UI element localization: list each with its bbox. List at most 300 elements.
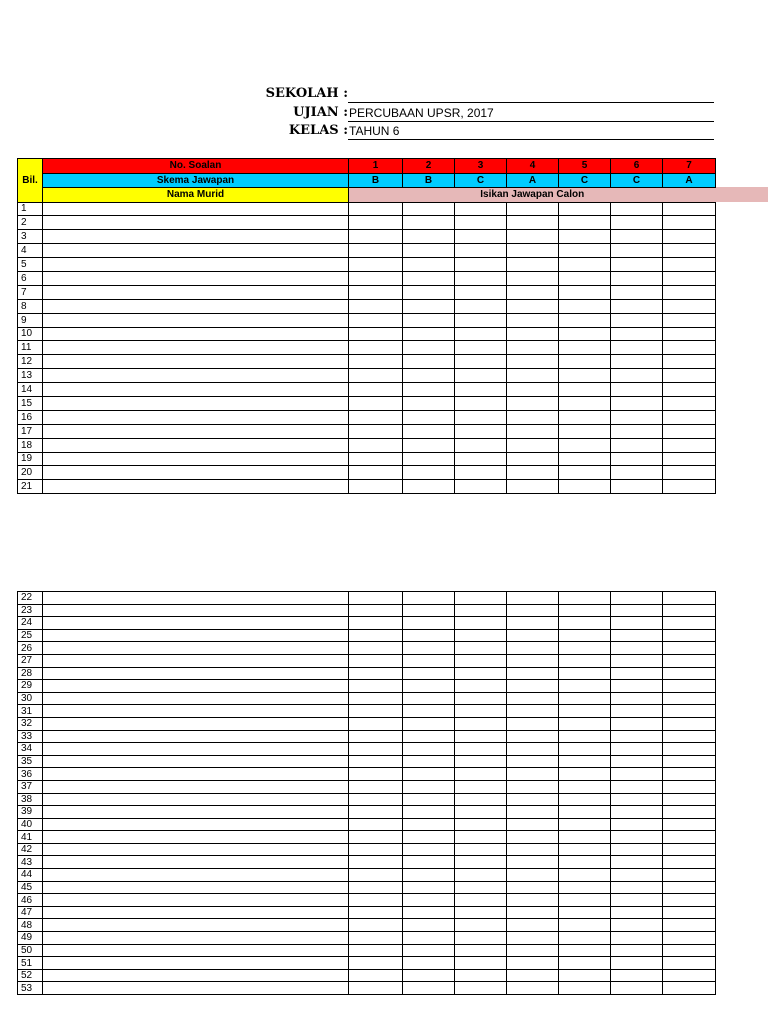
student-name-cell[interactable] (43, 313, 349, 327)
student-name-cell[interactable] (43, 793, 349, 806)
answer-cell[interactable] (611, 642, 663, 655)
answer-cell[interactable] (663, 642, 716, 655)
answer-cell[interactable] (455, 480, 507, 494)
answer-cell[interactable] (403, 396, 455, 410)
answer-cell[interactable] (663, 216, 716, 230)
answer-cell[interactable] (455, 592, 507, 605)
answer-cell[interactable] (507, 271, 559, 285)
answer-cell[interactable] (559, 271, 611, 285)
answer-cell[interactable] (663, 692, 716, 705)
answer-cell[interactable] (559, 642, 611, 655)
answer-cell[interactable] (507, 258, 559, 272)
student-name-cell[interactable] (43, 396, 349, 410)
student-name-cell[interactable] (43, 480, 349, 494)
answer-cell[interactable] (455, 244, 507, 258)
answer-cell[interactable] (559, 654, 611, 667)
answer-cell[interactable] (559, 369, 611, 383)
answer-cell[interactable] (507, 705, 559, 718)
answer-cell[interactable] (403, 258, 455, 272)
answer-cell[interactable] (349, 299, 403, 313)
answer-cell[interactable] (403, 592, 455, 605)
answer-cell[interactable] (611, 869, 663, 882)
answer-cell[interactable] (611, 692, 663, 705)
answer-cell[interactable] (455, 755, 507, 768)
answer-cell[interactable] (455, 818, 507, 831)
answer-cell[interactable] (663, 768, 716, 781)
answer-cell[interactable] (663, 755, 716, 768)
answer-cell[interactable] (559, 705, 611, 718)
answer-cell[interactable] (349, 919, 403, 932)
student-name-cell[interactable] (43, 271, 349, 285)
answer-cell[interactable] (507, 396, 559, 410)
answer-cell[interactable] (403, 982, 455, 995)
answer-cell[interactable] (611, 592, 663, 605)
answer-cell[interactable] (611, 383, 663, 397)
answer-cell[interactable] (507, 755, 559, 768)
answer-cell[interactable] (349, 831, 403, 844)
answer-cell[interactable] (663, 843, 716, 856)
answer-cell[interactable] (663, 383, 716, 397)
answer-cell[interactable] (507, 642, 559, 655)
answer-cell[interactable] (349, 230, 403, 244)
answer-cell[interactable] (559, 969, 611, 982)
answer-cell[interactable] (559, 957, 611, 970)
student-name-cell[interactable] (43, 230, 349, 244)
answer-cell[interactable] (455, 780, 507, 793)
answer-cell[interactable] (663, 717, 716, 730)
answer-cell[interactable] (663, 424, 716, 438)
answer-cell[interactable] (611, 410, 663, 424)
answer-cell[interactable] (663, 629, 716, 642)
answer-cell[interactable] (559, 894, 611, 907)
answer-cell[interactable] (559, 452, 611, 466)
answer-cell[interactable] (611, 856, 663, 869)
answer-cell[interactable] (349, 383, 403, 397)
answer-cell[interactable] (455, 452, 507, 466)
answer-cell[interactable] (507, 692, 559, 705)
answer-cell[interactable] (403, 705, 455, 718)
answer-cell[interactable] (349, 604, 403, 617)
answer-cell[interactable] (455, 692, 507, 705)
answer-cell[interactable] (403, 604, 455, 617)
answer-cell[interactable] (663, 969, 716, 982)
answer-cell[interactable] (455, 730, 507, 743)
answer-cell[interactable] (507, 202, 559, 216)
answer-cell[interactable] (559, 592, 611, 605)
answer-cell[interactable] (403, 410, 455, 424)
answer-cell[interactable] (663, 285, 716, 299)
answer-cell[interactable] (349, 202, 403, 216)
answer-cell[interactable] (349, 894, 403, 907)
answer-cell[interactable] (611, 202, 663, 216)
answer-cell[interactable] (663, 369, 716, 383)
answer-cell[interactable] (611, 327, 663, 341)
answer-cell[interactable] (403, 969, 455, 982)
answer-cell[interactable] (403, 881, 455, 894)
answer-cell[interactable] (455, 768, 507, 781)
answer-cell[interactable] (507, 944, 559, 957)
answer-cell[interactable] (611, 705, 663, 718)
answer-cell[interactable] (559, 438, 611, 452)
answer-cell[interactable] (611, 982, 663, 995)
student-name-cell[interactable] (43, 369, 349, 383)
answer-cell[interactable] (349, 944, 403, 957)
student-name-cell[interactable] (43, 327, 349, 341)
answer-cell[interactable] (349, 982, 403, 995)
answer-cell[interactable] (349, 271, 403, 285)
answer-cell[interactable] (663, 299, 716, 313)
answer-cell[interactable] (455, 906, 507, 919)
answer-cell[interactable] (611, 299, 663, 313)
answer-cell[interactable] (455, 327, 507, 341)
answer-cell[interactable] (611, 285, 663, 299)
answer-cell[interactable] (663, 906, 716, 919)
answer-cell[interactable] (349, 717, 403, 730)
answer-cell[interactable] (663, 743, 716, 756)
answer-cell[interactable] (611, 932, 663, 945)
answer-cell[interactable] (663, 869, 716, 882)
answer-cell[interactable] (455, 982, 507, 995)
answer-cell[interactable] (611, 271, 663, 285)
answer-cell[interactable] (611, 654, 663, 667)
answer-cell[interactable] (403, 818, 455, 831)
answer-cell[interactable] (455, 369, 507, 383)
answer-cell[interactable] (559, 327, 611, 341)
answer-cell[interactable] (611, 617, 663, 630)
answer-cell[interactable] (611, 906, 663, 919)
answer-cell[interactable] (663, 680, 716, 693)
answer-cell[interactable] (559, 216, 611, 230)
answer-cell[interactable] (455, 856, 507, 869)
student-name-cell[interactable] (43, 743, 349, 756)
answer-cell[interactable] (403, 906, 455, 919)
answer-cell[interactable] (663, 327, 716, 341)
answer-cell[interactable] (455, 969, 507, 982)
answer-cell[interactable] (611, 730, 663, 743)
student-name-cell[interactable] (43, 604, 349, 617)
answer-cell[interactable] (611, 768, 663, 781)
kelas-field[interactable]: TAHUN 6 (348, 123, 714, 140)
answer-cell[interactable] (403, 667, 455, 680)
answer-cell[interactable] (403, 285, 455, 299)
answer-cell[interactable] (559, 768, 611, 781)
answer-cell[interactable] (349, 906, 403, 919)
answer-cell[interactable] (455, 617, 507, 630)
answer-cell[interactable] (455, 355, 507, 369)
answer-cell[interactable] (455, 341, 507, 355)
answer-cell[interactable] (559, 230, 611, 244)
answer-cell[interactable] (611, 341, 663, 355)
answer-cell[interactable] (403, 654, 455, 667)
answer-cell[interactable] (663, 831, 716, 844)
answer-cell[interactable] (455, 680, 507, 693)
answer-cell[interactable] (349, 730, 403, 743)
answer-cell[interactable] (559, 424, 611, 438)
answer-cell[interactable] (507, 957, 559, 970)
answer-cell[interactable] (611, 881, 663, 894)
answer-cell[interactable] (611, 919, 663, 932)
answer-cell[interactable] (507, 604, 559, 617)
student-name-cell[interactable] (43, 617, 349, 630)
answer-cell[interactable] (403, 831, 455, 844)
student-name-cell[interactable] (43, 642, 349, 655)
student-name-cell[interactable] (43, 438, 349, 452)
answer-cell[interactable] (507, 843, 559, 856)
student-name-cell[interactable] (43, 424, 349, 438)
answer-cell[interactable] (611, 793, 663, 806)
answer-cell[interactable] (349, 480, 403, 494)
answer-cell[interactable] (559, 383, 611, 397)
answer-cell[interactable] (349, 216, 403, 230)
answer-cell[interactable] (349, 881, 403, 894)
student-name-cell[interactable] (43, 982, 349, 995)
student-name-cell[interactable] (43, 717, 349, 730)
answer-cell[interactable] (349, 617, 403, 630)
answer-cell[interactable] (559, 396, 611, 410)
answer-cell[interactable] (663, 818, 716, 831)
student-name-cell[interactable] (43, 730, 349, 743)
answer-cell[interactable] (349, 806, 403, 819)
answer-cell[interactable] (611, 258, 663, 272)
answer-cell[interactable] (611, 780, 663, 793)
answer-cell[interactable] (611, 755, 663, 768)
answer-cell[interactable] (611, 743, 663, 756)
answer-cell[interactable] (507, 452, 559, 466)
answer-cell[interactable] (507, 654, 559, 667)
answer-cell[interactable] (349, 642, 403, 655)
answer-cell[interactable] (663, 856, 716, 869)
answer-cell[interactable] (455, 410, 507, 424)
answer-cell[interactable] (507, 327, 559, 341)
answer-cell[interactable] (403, 617, 455, 630)
answer-cell[interactable] (663, 258, 716, 272)
answer-cell[interactable] (559, 466, 611, 480)
answer-cell[interactable] (455, 705, 507, 718)
answer-cell[interactable] (611, 313, 663, 327)
answer-cell[interactable] (455, 604, 507, 617)
answer-cell[interactable] (349, 768, 403, 781)
answer-cell[interactable] (611, 396, 663, 410)
answer-cell[interactable] (349, 793, 403, 806)
answer-cell[interactable] (403, 780, 455, 793)
student-name-cell[interactable] (43, 831, 349, 844)
answer-cell[interactable] (507, 244, 559, 258)
answer-cell[interactable] (559, 480, 611, 494)
answer-cell[interactable] (403, 843, 455, 856)
answer-cell[interactable] (349, 856, 403, 869)
answer-cell[interactable] (403, 466, 455, 480)
answer-cell[interactable] (663, 982, 716, 995)
answer-cell[interactable] (663, 466, 716, 480)
answer-cell[interactable] (507, 667, 559, 680)
student-name-cell[interactable] (43, 969, 349, 982)
answer-cell[interactable] (507, 780, 559, 793)
answer-cell[interactable] (559, 730, 611, 743)
answer-cell[interactable] (455, 667, 507, 680)
answer-cell[interactable] (663, 341, 716, 355)
answer-cell[interactable] (455, 793, 507, 806)
answer-cell[interactable] (507, 424, 559, 438)
answer-cell[interactable] (559, 258, 611, 272)
answer-cell[interactable] (403, 642, 455, 655)
answer-cell[interactable] (403, 856, 455, 869)
answer-cell[interactable] (507, 313, 559, 327)
student-name-cell[interactable] (43, 780, 349, 793)
answer-cell[interactable] (403, 438, 455, 452)
answer-cell[interactable] (349, 424, 403, 438)
answer-cell[interactable] (663, 730, 716, 743)
student-name-cell[interactable] (43, 452, 349, 466)
answer-cell[interactable] (611, 355, 663, 369)
answer-cell[interactable] (349, 592, 403, 605)
answer-cell[interactable] (507, 410, 559, 424)
answer-cell[interactable] (349, 396, 403, 410)
student-name-cell[interactable] (43, 629, 349, 642)
student-name-cell[interactable] (43, 705, 349, 718)
answer-cell[interactable] (349, 327, 403, 341)
student-name-cell[interactable] (43, 692, 349, 705)
answer-cell[interactable] (403, 743, 455, 756)
answer-cell[interactable] (403, 957, 455, 970)
answer-cell[interactable] (455, 285, 507, 299)
answer-cell[interactable] (559, 355, 611, 369)
answer-cell[interactable] (507, 894, 559, 907)
answer-cell[interactable] (455, 806, 507, 819)
answer-cell[interactable] (559, 982, 611, 995)
answer-cell[interactable] (455, 869, 507, 882)
answer-cell[interactable] (507, 230, 559, 244)
answer-cell[interactable] (559, 202, 611, 216)
answer-cell[interactable] (403, 216, 455, 230)
student-name-cell[interactable] (43, 592, 349, 605)
answer-cell[interactable] (349, 957, 403, 970)
answer-cell[interactable] (507, 341, 559, 355)
ujian-field[interactable]: PERCUBAAN UPSR, 2017 (348, 105, 714, 122)
answer-cell[interactable] (663, 793, 716, 806)
answer-cell[interactable] (559, 932, 611, 945)
answer-cell[interactable] (455, 957, 507, 970)
answer-cell[interactable] (349, 629, 403, 642)
student-name-cell[interactable] (43, 944, 349, 957)
answer-cell[interactable] (403, 894, 455, 907)
answer-cell[interactable] (403, 919, 455, 932)
answer-cell[interactable] (507, 680, 559, 693)
answer-cell[interactable] (455, 313, 507, 327)
answer-cell[interactable] (559, 717, 611, 730)
answer-cell[interactable] (507, 730, 559, 743)
answer-cell[interactable] (559, 906, 611, 919)
answer-cell[interactable] (663, 932, 716, 945)
answer-cell[interactable] (403, 244, 455, 258)
answer-cell[interactable] (455, 642, 507, 655)
answer-cell[interactable] (455, 654, 507, 667)
answer-cell[interactable] (507, 629, 559, 642)
student-name-cell[interactable] (43, 755, 349, 768)
answer-cell[interactable] (507, 369, 559, 383)
answer-cell[interactable] (403, 730, 455, 743)
answer-cell[interactable] (349, 244, 403, 258)
student-name-cell[interactable] (43, 341, 349, 355)
student-name-cell[interactable] (43, 667, 349, 680)
answer-cell[interactable] (559, 244, 611, 258)
student-name-cell[interactable] (43, 768, 349, 781)
answer-cell[interactable] (349, 466, 403, 480)
answer-cell[interactable] (663, 705, 716, 718)
answer-cell[interactable] (349, 969, 403, 982)
answer-cell[interactable] (507, 438, 559, 452)
answer-cell[interactable] (403, 202, 455, 216)
answer-cell[interactable] (349, 313, 403, 327)
answer-cell[interactable] (507, 881, 559, 894)
answer-cell[interactable] (349, 818, 403, 831)
answer-cell[interactable] (559, 743, 611, 756)
student-name-cell[interactable] (43, 856, 349, 869)
answer-cell[interactable] (611, 629, 663, 642)
answer-cell[interactable] (663, 355, 716, 369)
answer-cell[interactable] (455, 843, 507, 856)
answer-cell[interactable] (507, 869, 559, 882)
answer-cell[interactable] (507, 355, 559, 369)
answer-cell[interactable] (349, 452, 403, 466)
answer-cell[interactable] (403, 932, 455, 945)
answer-cell[interactable] (559, 869, 611, 882)
answer-cell[interactable] (403, 313, 455, 327)
answer-cell[interactable] (559, 667, 611, 680)
answer-cell[interactable] (349, 355, 403, 369)
student-name-cell[interactable] (43, 957, 349, 970)
answer-cell[interactable] (559, 793, 611, 806)
answer-cell[interactable] (403, 230, 455, 244)
answer-cell[interactable] (611, 843, 663, 856)
answer-cell[interactable] (559, 780, 611, 793)
answer-cell[interactable] (507, 831, 559, 844)
student-name-cell[interactable] (43, 202, 349, 216)
answer-cell[interactable] (403, 869, 455, 882)
answer-cell[interactable] (663, 667, 716, 680)
answer-cell[interactable] (455, 383, 507, 397)
answer-cell[interactable] (507, 919, 559, 932)
answer-cell[interactable] (663, 396, 716, 410)
answer-cell[interactable] (455, 258, 507, 272)
answer-cell[interactable] (403, 452, 455, 466)
answer-cell[interactable] (663, 604, 716, 617)
answer-cell[interactable] (663, 944, 716, 957)
student-name-cell[interactable] (43, 881, 349, 894)
answer-cell[interactable] (507, 982, 559, 995)
answer-cell[interactable] (663, 894, 716, 907)
answer-cell[interactable] (455, 424, 507, 438)
answer-cell[interactable] (611, 244, 663, 258)
answer-cell[interactable] (559, 831, 611, 844)
answer-cell[interactable] (611, 604, 663, 617)
answer-cell[interactable] (455, 466, 507, 480)
answer-cell[interactable] (455, 743, 507, 756)
answer-cell[interactable] (559, 806, 611, 819)
answer-cell[interactable] (455, 230, 507, 244)
answer-cell[interactable] (611, 452, 663, 466)
answer-cell[interactable] (403, 271, 455, 285)
answer-cell[interactable] (663, 271, 716, 285)
answer-cell[interactable] (507, 818, 559, 831)
answer-cell[interactable] (611, 818, 663, 831)
answer-cell[interactable] (455, 438, 507, 452)
answer-cell[interactable] (349, 680, 403, 693)
answer-cell[interactable] (403, 680, 455, 693)
answer-cell[interactable] (507, 592, 559, 605)
answer-cell[interactable] (663, 806, 716, 819)
student-name-cell[interactable] (43, 466, 349, 480)
student-name-cell[interactable] (43, 244, 349, 258)
